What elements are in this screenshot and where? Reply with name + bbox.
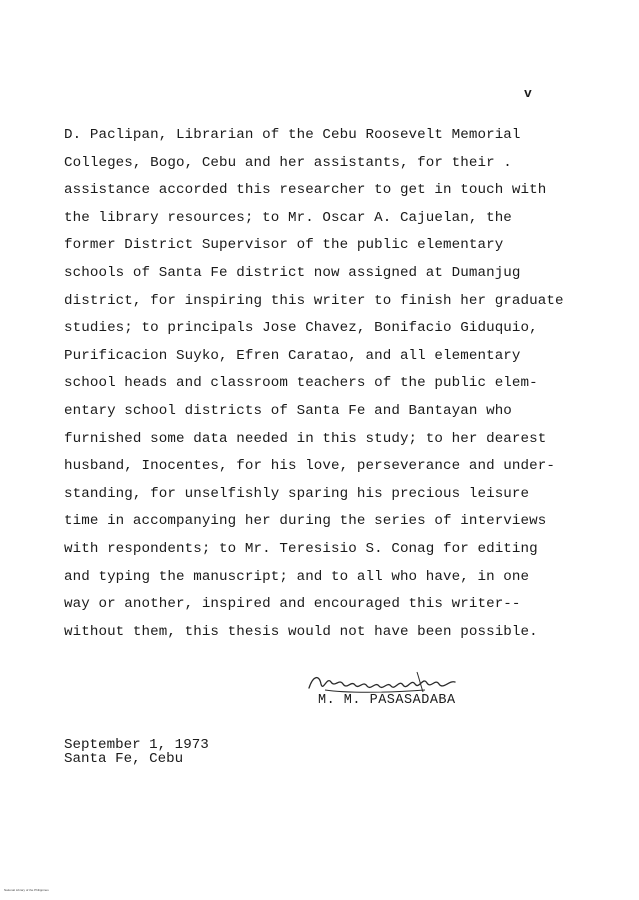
text-line: the library resources; to Mr. Oscar A. Cajuelan, the [64,209,512,226]
text-line: D. Paclipan, Librarian of the Cebu Roosevelt Memorial [64,127,521,143]
text-line: husband, Inocentes, for his love, perseverance and under- [64,458,555,475]
signatory-name: M. M. PASASADABA [318,693,456,708]
text-line: studies; to principals Jose Chavez, Bonifacio Giduquio, [64,320,538,337]
signing-place: Santa Fe, Cebu [64,751,184,767]
signing-date: September 1, 1973 [64,737,209,753]
text-line: Colleges, Bogo, Cebu and her assistants, for their . [64,154,512,171]
text-line: entary school districts of Santa Fe and Bantayan who [64,402,512,419]
archive-stamp: National Library of the Philippines [4,888,49,892]
text-line: assistance accorded this researcher to get in touch with [64,182,547,199]
text-line: former District Supervisor of the public elementary [64,237,504,254]
text-line: without them, this thesis would not have been possible. [64,623,538,640]
text-line: way or another, inspired and encouraged this writer-- [64,596,521,613]
page-number: v [524,86,532,101]
text-line: district, for inspiring this writer to finish her graduate [64,292,564,309]
text-line: and typing the manuscript; and to all who have, in one [64,568,530,585]
text-line: school heads and classroom teachers of the public elem- [64,375,538,392]
text-line: schools of Santa Fe district now assigned at Dumanjug [64,264,521,281]
text-line: with respondents; to Mr. Teresisio S. Conag for editing [64,540,538,557]
text-line: Purificacion Suyko, Efren Caratao, and all elementary [64,347,521,364]
acknowledgment-text [64,122,584,646]
text-line: standing, for unselfishly sparing his precious leisure [64,485,530,502]
date-place-block [64,738,209,766]
text-line: time in accompanying her during the series of interviews [64,513,547,530]
text-line: furnished some data needed in this study; to her dearest [64,430,547,447]
